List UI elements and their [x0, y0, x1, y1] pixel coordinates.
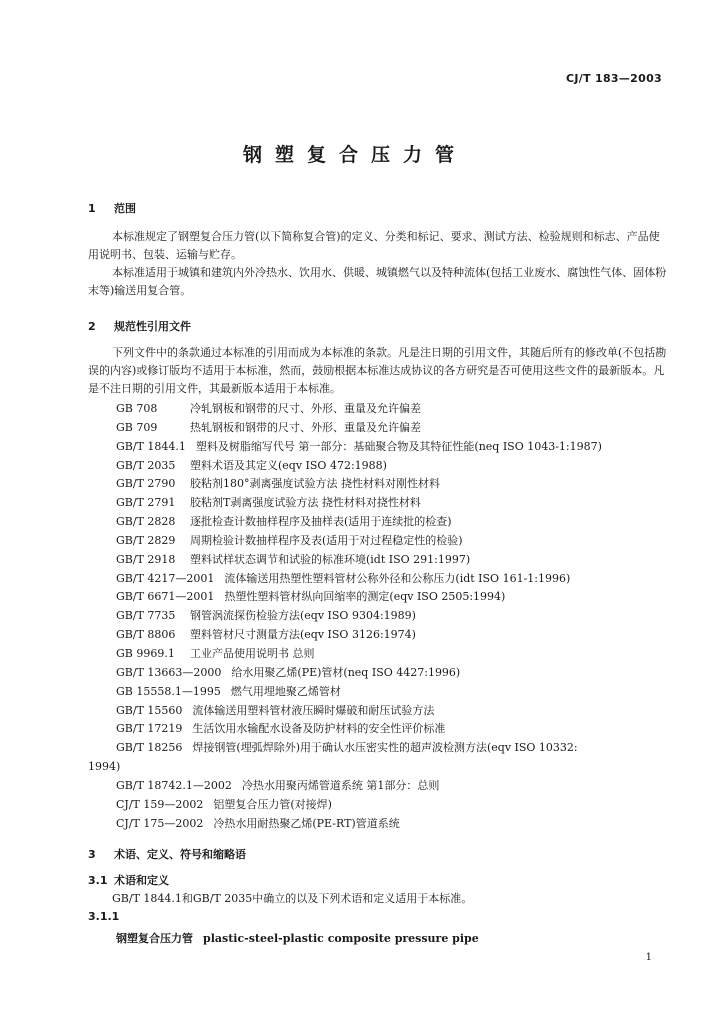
- reference-code: CJ/T 175—2002: [116, 816, 204, 830]
- section-1-title: 范围: [114, 202, 136, 215]
- reference-item: [116, 475, 676, 494]
- reference-item: [116, 777, 676, 796]
- section-3-1-heading: [88, 872, 169, 888]
- reference-code: GB/T 2828: [116, 515, 176, 529]
- reference-item: [116, 645, 676, 664]
- section-1-body: [88, 228, 668, 300]
- reference-title: 生活饮用水输配水设备及防护材料的安全性评价标准: [192, 722, 446, 736]
- reference-list: [88, 400, 676, 833]
- reference-code: GB/T 1844.1: [116, 439, 186, 453]
- reference-code: GB/T 15560: [116, 703, 183, 717]
- reference-item: [116, 438, 676, 457]
- reference-code: GB 709: [116, 420, 158, 434]
- reference-item: [116, 588, 676, 607]
- reference-code: GB/T 4217—2001: [116, 571, 215, 585]
- section-2-title: 规范性引用文件: [114, 320, 191, 333]
- section-3-number: 3: [88, 848, 96, 861]
- reference-title: 冷热水用耐热聚乙烯(PE-RT)管道系统: [213, 816, 400, 830]
- reference-code: GB 708: [116, 402, 158, 415]
- section-3-1-number: 3.1: [88, 874, 108, 887]
- section-2-intro-text: 下列文件中的条款通过本标准的引用而成为本标准的条款。凡是注日期的引用文件，其随后所有的修改单(不包括勘误的内容)或修订版均不适用于本标准，然而，鼓励根据本标准达成协议的各方研究是否可使用这些文件的最新版本。凡是不注日期的引用文件，其最新版本适用于本标准。: [88, 346, 667, 395]
- reference-title: 周期检验计数抽样程序及表(适用于对过程稳定性的检验): [190, 533, 463, 547]
- term-english: plastic-steel-plastic composite pressure pipe: [203, 932, 479, 945]
- standard-number: CJ/T 183—2003: [566, 72, 662, 85]
- section-3-title: 术语、定义、符号和缩略语: [114, 848, 246, 861]
- reference-title: 钢管涡流探伤检验方法(eqv ISO 9304:1989): [190, 609, 416, 623]
- reference-title: 燃气用埋地聚乙烯管材: [230, 684, 341, 698]
- reference-code: GB/T 2035: [116, 458, 176, 472]
- reference-item: [116, 419, 676, 438]
- reference-title: 焊接钢管(埋弧焊除外)用于确认水压密实性的超声波检测方法(eqv ISO 10332:: [192, 741, 578, 755]
- reference-code: GB/T 18256: [116, 741, 183, 755]
- reference-code: GB/T 17219: [116, 722, 183, 736]
- reference-item: [116, 626, 676, 645]
- section-3-1-title: 术语和定义: [114, 874, 169, 887]
- reference-code: GB/T 2918: [116, 552, 176, 566]
- reference-item: [116, 720, 676, 739]
- section-2-intro: [88, 344, 668, 398]
- reference-item: [116, 400, 676, 419]
- reference-title: 塑料管材尺寸测量方法(eqv ISO 3126:1974): [190, 628, 416, 642]
- reference-code: GB/T 13663—2000: [116, 665, 222, 679]
- reference-item: [116, 494, 676, 513]
- reference-code: GB/T 2829: [116, 533, 176, 547]
- reference-title: 铝塑复合压力管(对接焊): [213, 797, 332, 811]
- reference-title: 工业产品使用说明书 总则: [190, 646, 315, 660]
- reference-title: 塑料试样状态调节和试验的标准环境(idt ISO 291:1997): [190, 552, 471, 566]
- section-3-heading: [88, 846, 246, 862]
- section-3-1-text: GB/T 1844.1和GB/T 2035中确立的以及下列术语和定义适用于本标准。: [112, 892, 473, 905]
- reference-item: [88, 739, 676, 777]
- reference-code: GB 15558.1—1995: [116, 684, 221, 698]
- reference-item: [116, 815, 676, 834]
- reference-item: [116, 796, 676, 815]
- reference-item: [116, 532, 676, 551]
- reference-title: 热塑性塑料管材纵向回缩率的测定(eqv ISO 2505:1994): [224, 590, 506, 604]
- reference-item: [116, 513, 676, 532]
- reference-title: 胶粘剂T剥离强度试验方法 挠性材料对挠性材料: [190, 496, 421, 510]
- reference-title: 冷轧钢板和钢带的尺寸、外形、重量及允许偏差: [190, 402, 421, 415]
- reference-code: GB 9969.1: [116, 646, 175, 660]
- reference-item: [116, 683, 676, 702]
- reference-title: 流体输送用热塑性塑料管材公称外径和公称压力(idt ISO 161-1:1996): [224, 571, 571, 585]
- reference-title: 逐批检查计数抽样程序及抽样表(适用于连续批的检查): [190, 515, 452, 529]
- section-3-1-body: [88, 890, 668, 908]
- reference-title: 给水用聚乙烯(PE)管材(neq ISO 4427:1996): [231, 665, 461, 679]
- reference-code: GB/T 2791: [116, 496, 176, 510]
- term-3-1-1-number: 3.1.1: [88, 910, 120, 923]
- reference-title: 塑料术语及其定义(eqv ISO 472:1988): [190, 458, 387, 472]
- document-title: 钢塑复合压力管: [242, 144, 467, 166]
- reference-item: [116, 551, 676, 570]
- reference-item: [116, 702, 676, 721]
- page-number: 1: [645, 952, 652, 963]
- section-2-number: 2: [88, 320, 96, 333]
- reference-title: 冷热水用聚丙烯管道系统 第1部分：总则: [241, 778, 440, 792]
- reference-code: GB/T 2790: [116, 477, 176, 491]
- reference-code: CJ/T 159—2002: [116, 797, 204, 811]
- reference-title: 流体输送用塑料管材液压瞬时爆破和耐压试验方法: [192, 703, 435, 717]
- section-2-heading: [88, 318, 191, 334]
- reference-title: 热轧钢板和钢带的尺寸、外形、重量及允许偏差: [190, 420, 421, 434]
- section-1-number: 1: [88, 202, 96, 215]
- reference-item: [116, 664, 676, 683]
- reference-code: GB/T 18742.1—2002: [116, 778, 232, 792]
- section-1-paragraph-1: 本标准规定了钢塑复合压力管(以下简称复合管)的定义、分类和标记、要求、测试方法、检验规则和标志、产品使用说明书、包装、运输与贮存。: [88, 230, 660, 261]
- reference-title: 胶粘剂180°剥离强度试验方法 挠性材料对刚性材料: [190, 477, 440, 491]
- term-3-1-1: [116, 930, 479, 946]
- reference-title: 塑料及树脂缩写代号 第一部分：基础聚合物及其特征性能(neq ISO 1043-1:1987): [195, 439, 602, 453]
- term-chinese: 钢塑复合压力管: [116, 932, 193, 945]
- reference-code: GB/T 7735: [116, 609, 176, 623]
- reference-item: [116, 457, 676, 476]
- reference-item: [116, 570, 676, 589]
- reference-code: GB/T 8806: [116, 628, 176, 642]
- section-1-paragraph-2: 本标准适用于城镇和建筑内外冷热水、饮用水、供暖、城镇燃气以及特种流体(包括工业废水、腐蚀性气体、固体粉末等)输送用复合管。: [88, 266, 667, 297]
- reference-code: GB/T 6671—2001: [116, 590, 215, 604]
- section-1-heading: [88, 200, 136, 216]
- reference-item: [116, 607, 676, 626]
- reference-title-continuation: 1994): [88, 760, 121, 774]
